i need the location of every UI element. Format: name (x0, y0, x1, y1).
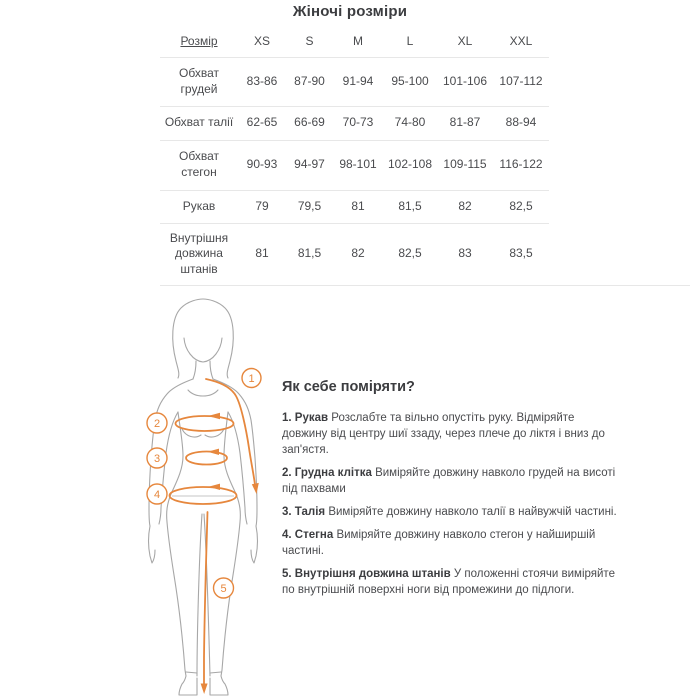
neckline-curve (188, 390, 218, 396)
size-value: 81,5 (398, 198, 422, 213)
inseam-arrowhead-icon (201, 684, 208, 695)
size-value: 91-94 (342, 73, 374, 88)
instruction-item: 5. Внутрішня довжина штанів У положенні стоячи виміряйте по внутрішній поверхні ноги від промежини до підлоги. (282, 568, 615, 596)
size-value: 79,5 (297, 198, 322, 213)
column-header-xs: XS (253, 33, 270, 48)
measuring-instructions (282, 379, 622, 605)
table-row (160, 57, 549, 106)
size-value: 82 (351, 246, 365, 261)
column-header-s: S (305, 33, 314, 48)
size-value: 83 (458, 246, 472, 261)
size-value: 88-94 (505, 115, 537, 130)
size-table (160, 27, 549, 285)
row-label: Обхват грудей (179, 65, 219, 96)
instruction-item: 2. Грудна клітка Виміряйте довжину навколо грудей на висоті під пахвами (282, 467, 616, 495)
right-foot (210, 672, 228, 695)
body-measurement-diagram (140, 298, 270, 700)
measure-marker-label: 2 (153, 418, 161, 430)
size-table-header-row (160, 27, 549, 57)
instruction-term: 3. Талія (282, 506, 326, 518)
size-value: 83,5 (509, 246, 533, 261)
size-value: 62-65 (246, 115, 278, 130)
face-outline (184, 338, 222, 362)
row-label: Обхват талії (164, 115, 234, 130)
instruction-term: 1. Рукав (282, 412, 329, 424)
sleeve-arrowhead-icon (252, 483, 259, 494)
column-header-size[interactable]: Розмір (180, 33, 218, 48)
chest-arrowhead-icon (208, 413, 220, 419)
size-value: 90-93 (246, 157, 278, 172)
instruction-term: 2. Грудна клітка (282, 467, 372, 479)
table-row (160, 190, 549, 223)
size-value: 87-90 (294, 73, 325, 88)
size-value: 81-87 (449, 115, 481, 130)
measure-marker-label: 1 (248, 373, 255, 385)
instruction-item: 1. Рукав Розслабте та вільно опустіть руку. Відміряйте довжину від центру шиї ззаду, через плече до ліктя і вниз до зап'ястя. (282, 412, 605, 456)
size-value: 79 (255, 198, 269, 213)
page-title: Жіночі розміри (292, 3, 408, 20)
size-value: 101-106 (442, 73, 488, 88)
measure-marker-label: 4 (153, 489, 161, 501)
size-value: 82,5 (509, 198, 533, 213)
waist-arrowhead-icon (208, 449, 220, 455)
size-value: 107-112 (499, 73, 543, 88)
instruction-term: 5. Внутрішня довжина штанів (282, 568, 451, 580)
size-value: 70-73 (342, 115, 374, 130)
right-inner-arm (228, 412, 247, 524)
size-value: 74-80 (394, 115, 426, 130)
column-header-xl: XL (457, 33, 473, 48)
chest-measure-ellipse (176, 416, 234, 431)
hair-outline (173, 299, 234, 378)
right-torso-leg (221, 412, 240, 676)
instruction-item: 4. Стегна Виміряйте довжину навколо стегон у найширшій частині. (282, 529, 596, 557)
left-torso-leg (167, 412, 186, 676)
left-foot (179, 672, 197, 695)
size-value: 81 (351, 198, 365, 213)
row-label: Рукав (182, 198, 216, 213)
row-label: Внутрішня довжина штанів (169, 230, 229, 277)
table-row (160, 140, 549, 190)
instruction-item: 3. Талія Виміряйте довжину навколо талії в найвужчій частині. (282, 506, 617, 518)
instruction-list (282, 410, 622, 598)
size-value: 116-122 (499, 157, 543, 172)
column-header-l: L (406, 33, 414, 48)
column-header-xxl: XXL (509, 33, 533, 48)
table-row (160, 106, 549, 140)
left-arm-outline (149, 379, 194, 563)
measurement-marks (147, 369, 261, 695)
sleeve-measure-arrow (206, 379, 255, 485)
size-value: 81 (255, 246, 269, 261)
measure-marker-label: 3 (153, 453, 161, 465)
table-row (160, 223, 549, 285)
instructions-heading: Як себе поміряти? (282, 379, 415, 395)
size-value: 66-69 (294, 115, 325, 130)
row-label: Обхват стегон (179, 149, 219, 179)
size-value: 81,5 (297, 246, 322, 261)
size-value: 102-108 (387, 157, 433, 172)
size-value: 82 (458, 198, 472, 213)
size-value: 98-101 (339, 157, 377, 172)
size-value: 95-100 (391, 73, 429, 88)
size-value: 109-115 (443, 157, 487, 172)
size-value: 82,5 (398, 246, 422, 261)
neck-lines (193, 361, 213, 379)
instruction-term: 4. Стегна (282, 529, 334, 541)
section-divider (160, 285, 690, 286)
size-value: 94-97 (294, 157, 325, 172)
waist-measure-ellipse (186, 452, 227, 465)
measure-marker-label: 5 (220, 583, 227, 595)
column-header-m: M (353, 33, 363, 48)
size-value: 83-86 (246, 73, 278, 88)
right-arm-outline (213, 379, 258, 563)
hip-arrowhead-icon (209, 484, 221, 490)
